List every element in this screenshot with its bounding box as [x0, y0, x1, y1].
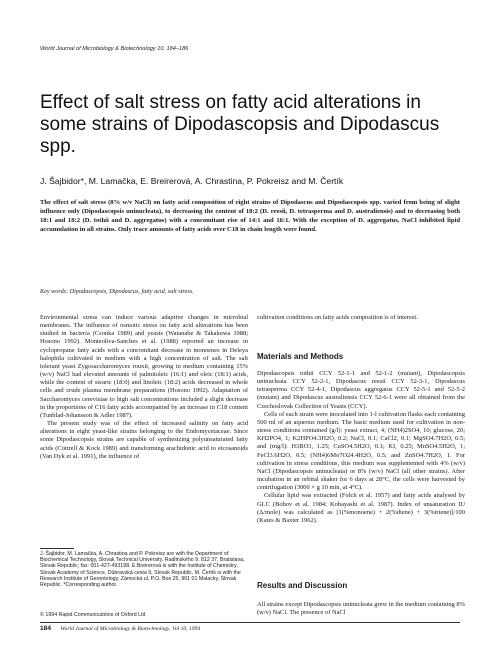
methods-section [257, 352, 465, 525]
footer-journal: World Journal of Microbiology & Biotechnology, Vol 10, 1994 [60, 626, 201, 632]
intro-paragraph-2: The present study was of the effect of increased salinity on fatty acid alterations in eight yeast-like strains belonging to the Endomycetaceae. Since some Dipodascopsis strains are capable of synthesizing polyunsaturated fatty acids (Cottrell & Kock 1989) and transforming arachidonic acid to eicosanoids (Van Dyk et al. 1991), the influence of [40, 420, 248, 460]
results-heading: Results and Discussion [257, 581, 348, 590]
author-list: J. Šajbidor*, M. Lamačka, E. Breirerová, A. Chrastina, P. Pokreisz and M. Čertík [40, 176, 344, 186]
journal-header: World Journal of Microbiology & Biotechnology 10, 184–186 [40, 46, 189, 52]
article-title: Effect of salt stress on fatty acid alterations in some strains of Dipodascopsis and Dipodascus spp. [40, 92, 440, 157]
copyright-notice: © 1994 Rapid Communications of Oxford Ltd [40, 612, 146, 618]
abstract: The effect of salt stress (8% w/v NaCl) on fatty acid composition of eight strains of Dipodascus and Dipodascopsis spp. varied from being of slight influence only (Dipodascopsis uninucleata), to decreasing the content of 18:2 (D. reesii, D. tetrasperma and D. australiensis) and to decreasing both 18:1 and 18:2 (D. tothii and D. aggregatus) with a concomitant rise of 14:1 and 16:1. With the exception of D. aggregatus, NaCl inhibited lipid accumulation in all strains. Only trace amounts of fatty acids over C18 in chain length were found. [40, 199, 460, 233]
methods-paragraph-2: Cells of each strain were inoculated into 1-l cultivation flasks each containing 500 ml of an aqueous medium. The basic medium used for cultivation in non-stress conditions contained (g/l): yeast extract, 4; (NH4)2SO4, 10; glucose, 20; KH2PO4, 1; K2HPO4.3H2O, 0.2; NaCl, 0.1; CaCl2, 0.1; MgSO4.7H2O, 0.5; and (mg/l): H3BO3, 1.25; CuSO4.5H2O, 0.1; KI, 0.25; MnSO4.5H2O, 1; FeCl3.6H2O, 0.5; (NH4)6Mo7O24.4H2O, 0.5; and ZnSO4.7H2O, 1. For cultivation in stress conditions, this medium was supplemented with 4% (w/v) NaCl (Dipodascopsis uninucleata) or 8% (w/v) NaCl (all other strains). After incubation in an orbital shaker for 6 days at 28°C, the cells were harvested by centrifugation (3000 × g 10 min, at 4°C). [257, 410, 465, 492]
methods-paragraph-1: Dipodascopsis tothii CCY 52-1-1 and 52-1-2 (mutant), Dipodascopsis uninucleata CCY 52-2-1, Dipodascus reesii CCY 52-3-1, Dipodascus tetrasperma CCY 52-4-1, Dipodascus aggregatus CCY 52-5-1 and 52-5-2 (mutant) and Dipodascus australiensis CCY 52-6-1 were all obtained from the Czechoslovak Collection of Yeasts (CCY). [257, 370, 465, 410]
intro-paragraph-2-continued: cultivation conditions on fatty acids composition is of interest. [257, 314, 418, 321]
methods-paragraph-3: Cellular lipid was extracted (Folch et al. 1957) and fatty acids analysed by GLC (Bohov et al. 1984; Kobayashi et al. 1987). Index of unsaturation IU (Δ/mole) was calculated as [1(%monoene) + 2(%diene) + 3(%triene)]/100 (Kates & Baxter 1962). [257, 492, 465, 524]
page-number: 184 [40, 625, 52, 632]
page-footer [40, 625, 200, 632]
footnote-divider [40, 548, 74, 549]
methods-heading: Materials and Methods [257, 352, 344, 361]
author-affiliations-footnote: J. Šajbidor, M. Lamačka, A. Chrastina and P. Pokreisz are with the Department of Biochemical Technology, Slovak Technical University, Radlinského 9, 812 37, Bratislava, Slovak Republic; fax: 001-427-493198. E.Breirerová is with the Institute of Chemistry, Slovak Academy of Science, Dúbravská cesta 9, Slovak Republic. M. Čertík is with the Research Institute of Gerontology, Zámocká ul, P.O. Box 25, 901 01 Malacky, Slovak Republic. *Corresponding author. [40, 551, 245, 589]
right-column [257, 314, 465, 617]
results-paragraph-1: All strains except Dipodascopsis uninucleata grew in the medium containing 8% (w/v) NaCl. The presence of NaCl [257, 601, 465, 617]
intro-paragraph-1: Environmental stress can induce various adaptive changes in microbial membranes. The influence of osmotic stress on fatty acid alterations has been studied in bacteria (Csonka 1989) and yeasts (Watanabe & Takakuwa 1988; Hosono 1992). Monteoliva-Sanches et al. (1988) reported an increase in cyclopropane fatty acids with a concomitant decrease in monoenes in Deleya halophila cultivated in medium with a high concentration of salt. The salt tolerant yeast Zygosaccharomyces rouxii, growing in medium containing 15% (w/v) NaCl had elevated amounts of palmitoleic (16:1) and oleic (18:1) acids, while the content of stearic (18:0) and linoleic (18:2) acids decreased in whole cells and crude plasma membrane preparations (Hosono 1992). Adaptation of Saccharomyces cerevisiae to high salt concentrations included a slight decrease in the proportions of C16 fatty acids accompanied by an increase in C18 content (Tunblad-Johansson & Adler 1987). [40, 314, 248, 419]
footer-divider [40, 622, 460, 623]
left-column [40, 314, 248, 461]
keywords: Key words: Dipodascopsis, Dipodascus, fatty acid, salt stress. [40, 288, 194, 295]
results-section [257, 581, 465, 617]
